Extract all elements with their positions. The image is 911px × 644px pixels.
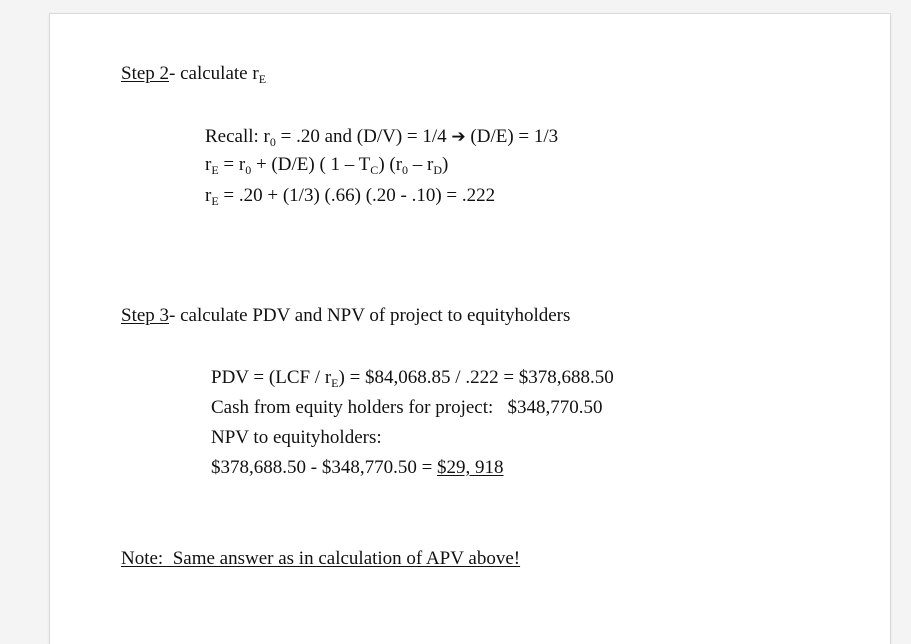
step3-heading-text: - calculate PDV and NPV of project to equityholders (169, 305, 571, 326)
right-arrow-icon: ➔ (451, 127, 466, 147)
formula-sub-e: E (211, 163, 219, 177)
npv-result: $29, 918 (437, 457, 504, 478)
step2-heading (121, 62, 266, 86)
formula-sub-0a: 0 (245, 163, 252, 177)
formula-mid: + (D/E) ( 1 – T (251, 154, 371, 175)
step3-label: Step 3 (121, 305, 170, 326)
formula-sub-0b: 0 (402, 163, 409, 177)
recall-prefix: Recall: r (205, 126, 270, 147)
note-line: Note: Same answer as in calculation of APV above! (121, 548, 521, 569)
re-formula-line (205, 153, 448, 177)
recall-suffix: (D/E) = 1/3 (465, 126, 559, 147)
formula-end: ) (442, 154, 449, 175)
step3-heading (121, 304, 570, 328)
formula-minus: – r (408, 154, 434, 175)
pdv-suffix: ) = $84,068.85 / .222 = $378,688.50 (338, 367, 614, 388)
formula-r: r (205, 154, 212, 175)
npv-calc: $378,688.50 - $348,770.50 = (211, 457, 438, 478)
step2-heading-text: - calculate r (169, 63, 259, 84)
step2-label: Step 2 (121, 63, 170, 84)
recall-sub: 0 (269, 135, 276, 149)
recall-middle: = .20 and (D/V) = 1/4 (275, 126, 452, 147)
recall-line (205, 125, 558, 149)
pdv-prefix: PDV = (LCF / r (211, 367, 332, 388)
formula-eq: = r (218, 154, 246, 175)
step2-heading-sub: E (258, 72, 267, 86)
pdv-line (211, 366, 614, 390)
npv-label: NPV to equityholders: (211, 427, 382, 448)
calc-text: = .20 + (1/3) (.66) (.20 - .10) = .222 (218, 185, 496, 206)
npv-calc-line (211, 456, 504, 480)
formula-sub-d: D (433, 163, 443, 177)
formula-sub-c: C (370, 163, 379, 177)
calc-sub-e: E (211, 194, 219, 208)
formula-paren: ) (r (378, 154, 403, 175)
re-calc-line (205, 184, 495, 208)
pdv-sub-e: E (331, 376, 339, 390)
cash-line: Cash from equity holders for project: $348,770.50 (211, 397, 603, 418)
calc-r: r (205, 185, 212, 206)
document-page (50, 14, 890, 644)
